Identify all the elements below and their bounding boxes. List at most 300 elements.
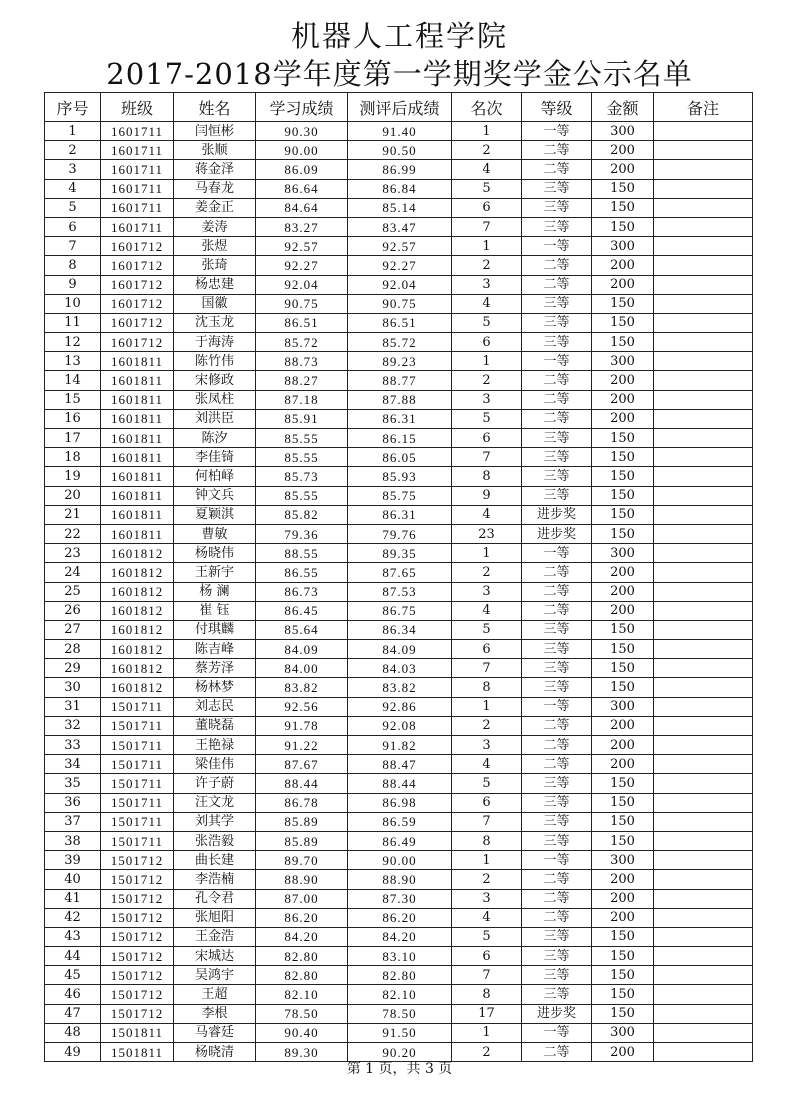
study-score-cell: 92.57: [256, 237, 348, 256]
study-score-cell: 83.27: [256, 217, 348, 236]
eval-score-cell: 86.31: [348, 505, 452, 524]
rank-cell: 17: [452, 1004, 522, 1023]
name-cell: 刘志民: [174, 697, 256, 716]
rank-cell: 3: [452, 736, 522, 755]
remark-cell: [654, 620, 753, 639]
class-cell: 1501811: [101, 1023, 174, 1042]
row-index: 38: [45, 831, 101, 850]
name-cell: 张凤柱: [174, 390, 256, 409]
rank-cell: 1: [452, 851, 522, 870]
study-score-cell: 86.45: [256, 601, 348, 620]
table-row: [45, 275, 753, 294]
name-cell: 夏颖淇: [174, 505, 256, 524]
level-cell: 三等: [522, 927, 592, 946]
study-score-cell: 87.18: [256, 390, 348, 409]
row-index: 28: [45, 640, 101, 659]
table-row: [45, 294, 753, 313]
table-row: [45, 256, 753, 275]
eval-score-cell: 86.84: [348, 179, 452, 198]
remark-cell: [654, 755, 753, 774]
amount-cell: 150: [592, 217, 654, 236]
level-cell: 二等: [522, 755, 592, 774]
row-index: 31: [45, 697, 101, 716]
eval-score-cell: 92.04: [348, 275, 452, 294]
study-score-cell: 91.22: [256, 736, 348, 755]
name-cell: 姜金正: [174, 198, 256, 217]
rank-cell: 8: [452, 831, 522, 850]
study-score-cell: 88.44: [256, 774, 348, 793]
class-cell: 1601712: [101, 256, 174, 275]
row-index: 29: [45, 659, 101, 678]
study-score-cell: 85.55: [256, 486, 348, 505]
table-row: [45, 870, 753, 889]
class-cell: 1501711: [101, 755, 174, 774]
rank-cell: 2: [452, 1043, 522, 1062]
level-cell: 三等: [522, 812, 592, 831]
col-name-header: 姓名: [174, 93, 256, 122]
eval-score-cell: 83.47: [348, 217, 452, 236]
eval-score-cell: 92.27: [348, 256, 452, 275]
name-cell: 杨晓清: [174, 1043, 256, 1062]
eval-score-cell: 87.65: [348, 563, 452, 582]
name-cell: 董晓磊: [174, 716, 256, 735]
row-index: 36: [45, 793, 101, 812]
level-cell: 三等: [522, 333, 592, 352]
study-score-cell: 83.82: [256, 678, 348, 697]
table-row: [45, 371, 753, 390]
class-cell: 1601812: [101, 678, 174, 697]
rank-cell: 3: [452, 275, 522, 294]
table-row: [45, 774, 753, 793]
study-score-cell: 85.82: [256, 505, 348, 524]
level-cell: 二等: [522, 736, 592, 755]
eval-score-cell: 86.59: [348, 812, 452, 831]
class-cell: 1501712: [101, 966, 174, 985]
name-cell: 杨林梦: [174, 678, 256, 697]
amount-cell: 200: [592, 908, 654, 927]
amount-cell: 150: [592, 793, 654, 812]
row-index: 4: [45, 179, 101, 198]
study-score-cell: 88.55: [256, 544, 348, 563]
class-cell: 1501712: [101, 870, 174, 889]
name-cell: 刘洪臣: [174, 409, 256, 428]
study-score-cell: 86.09: [256, 160, 348, 179]
name-cell: 蔡芳泽: [174, 659, 256, 678]
eval-score-cell: 85.75: [348, 486, 452, 505]
name-cell: 马春龙: [174, 179, 256, 198]
name-cell: 杨晓伟: [174, 544, 256, 563]
study-score-cell: 88.73: [256, 352, 348, 371]
remark-cell: [654, 524, 753, 543]
rank-cell: 4: [452, 601, 522, 620]
table-row: [45, 544, 753, 563]
amount-cell: 150: [592, 947, 654, 966]
table-row: [45, 927, 753, 946]
row-index: 2: [45, 141, 101, 160]
level-cell: 二等: [522, 889, 592, 908]
class-cell: 1601812: [101, 659, 174, 678]
eval-score-cell: 86.15: [348, 429, 452, 448]
amount-cell: 150: [592, 985, 654, 1004]
page-number: 第 1 页，共 3 页: [346, 1061, 453, 1077]
class-cell: 1601812: [101, 601, 174, 620]
row-index: 17: [45, 429, 101, 448]
row-index: 15: [45, 390, 101, 409]
class-cell: 1601811: [101, 352, 174, 371]
study-score-cell: 90.00: [256, 141, 348, 160]
eval-score-cell: 83.10: [348, 947, 452, 966]
name-cell: 宋修政: [174, 371, 256, 390]
eval-score-cell: 86.34: [348, 620, 452, 639]
eval-score-cell: 86.05: [348, 448, 452, 467]
eval-score-cell: 84.03: [348, 659, 452, 678]
remark-cell: [654, 160, 753, 179]
study-score-cell: 89.30: [256, 1043, 348, 1062]
study-score-cell: 88.27: [256, 371, 348, 390]
level-cell: 一等: [522, 851, 592, 870]
study-score-cell: 87.00: [256, 889, 348, 908]
eval-score-cell: 89.35: [348, 544, 452, 563]
amount-cell: 150: [592, 774, 654, 793]
row-index: 40: [45, 870, 101, 889]
remark-cell: [654, 294, 753, 313]
rank-cell: 4: [452, 908, 522, 927]
amount-cell: 150: [592, 333, 654, 352]
eval-score-cell: 83.82: [348, 678, 452, 697]
remark-cell: [654, 486, 753, 505]
rank-cell: 9: [452, 486, 522, 505]
class-cell: 1501811: [101, 1043, 174, 1062]
amount-cell: 200: [592, 141, 654, 160]
eval-score-cell: 87.88: [348, 390, 452, 409]
row-index: 34: [45, 755, 101, 774]
row-index: 12: [45, 333, 101, 352]
row-index: 37: [45, 812, 101, 831]
remark-cell: [654, 870, 753, 889]
amount-cell: 200: [592, 582, 654, 601]
level-cell: 进步奖: [522, 505, 592, 524]
remark-cell: [654, 793, 753, 812]
rank-cell: 7: [452, 448, 522, 467]
table-row: [45, 678, 753, 697]
class-cell: 1601712: [101, 294, 174, 313]
remark-cell: [654, 429, 753, 448]
name-cell: 梁佳伟: [174, 755, 256, 774]
study-score-cell: 86.20: [256, 908, 348, 927]
document-title: 机器人工程学院: [290, 19, 508, 53]
table-row: [45, 122, 753, 141]
name-cell: 蒋金泽: [174, 160, 256, 179]
amount-cell: 150: [592, 294, 654, 313]
amount-cell: 150: [592, 812, 654, 831]
eval-score-cell: 90.00: [348, 851, 452, 870]
amount-cell: 200: [592, 160, 654, 179]
table-body: [45, 122, 753, 1062]
col-class-header: 班级: [101, 93, 174, 122]
level-cell: 三等: [522, 179, 592, 198]
rank-cell: 7: [452, 659, 522, 678]
level-cell: 三等: [522, 313, 592, 332]
rank-cell: 1: [452, 352, 522, 371]
level-cell: 三等: [522, 774, 592, 793]
table-row: [45, 1023, 753, 1042]
level-cell: 二等: [522, 409, 592, 428]
amount-cell: 150: [592, 620, 654, 639]
scholarship-table: [44, 92, 753, 1062]
table-row: [45, 390, 753, 409]
remark-cell: [654, 505, 753, 524]
level-cell: 二等: [522, 563, 592, 582]
class-cell: 1601811: [101, 505, 174, 524]
rank-cell: 6: [452, 640, 522, 659]
amount-cell: 300: [592, 237, 654, 256]
col-remark-header: 备注: [654, 93, 753, 122]
rank-cell: 3: [452, 582, 522, 601]
eval-score-cell: 88.47: [348, 755, 452, 774]
remark-cell: [654, 409, 753, 428]
row-index: 6: [45, 217, 101, 236]
remark-cell: [654, 1004, 753, 1023]
table-row: [45, 716, 753, 735]
amount-cell: 150: [592, 640, 654, 659]
class-cell: 1501712: [101, 927, 174, 946]
level-cell: 三等: [522, 966, 592, 985]
row-index: 22: [45, 524, 101, 543]
name-cell: 闫恒彬: [174, 122, 256, 141]
study-score-cell: 84.20: [256, 927, 348, 946]
eval-score-cell: 88.44: [348, 774, 452, 793]
row-index: 42: [45, 908, 101, 927]
row-index: 47: [45, 1004, 101, 1023]
table-row: [45, 659, 753, 678]
name-cell: 陈竹伟: [174, 352, 256, 371]
amount-cell: 200: [592, 870, 654, 889]
study-score-cell: 85.64: [256, 620, 348, 639]
study-score-cell: 90.75: [256, 294, 348, 313]
table-row: [45, 237, 753, 256]
eval-score-cell: 86.51: [348, 313, 452, 332]
row-index: 27: [45, 620, 101, 639]
rank-cell: 7: [452, 812, 522, 831]
name-cell: 刘其学: [174, 812, 256, 831]
table-row: [45, 831, 753, 850]
study-score-cell: 87.67: [256, 755, 348, 774]
remark-cell: [654, 256, 753, 275]
study-score-cell: 85.89: [256, 831, 348, 850]
level-cell: 二等: [522, 908, 592, 927]
class-cell: 1501712: [101, 908, 174, 927]
name-cell: 王超: [174, 985, 256, 1004]
eval-score-cell: 91.82: [348, 736, 452, 755]
rank-cell: 2: [452, 870, 522, 889]
class-cell: 1601712: [101, 275, 174, 294]
eval-score-cell: 88.90: [348, 870, 452, 889]
remark-cell: [654, 812, 753, 831]
name-cell: 李佳锜: [174, 448, 256, 467]
row-index: 30: [45, 678, 101, 697]
class-cell: 1601812: [101, 582, 174, 601]
row-index: 20: [45, 486, 101, 505]
class-cell: 1601811: [101, 390, 174, 409]
rank-cell: 2: [452, 563, 522, 582]
amount-cell: 200: [592, 275, 654, 294]
class-cell: 1501712: [101, 985, 174, 1004]
table-row: [45, 467, 753, 486]
level-cell: 一等: [522, 697, 592, 716]
study-score-cell: 84.09: [256, 640, 348, 659]
amount-cell: 150: [592, 179, 654, 198]
row-index: 21: [45, 505, 101, 524]
amount-cell: 150: [592, 313, 654, 332]
amount-cell: 200: [592, 390, 654, 409]
remark-cell: [654, 831, 753, 850]
class-cell: 1501711: [101, 716, 174, 735]
study-score-cell: 82.80: [256, 947, 348, 966]
class-cell: 1501712: [101, 1004, 174, 1023]
rank-cell: 6: [452, 429, 522, 448]
table-row: [45, 141, 753, 160]
level-cell: 三等: [522, 947, 592, 966]
rank-cell: 8: [452, 467, 522, 486]
level-cell: 三等: [522, 448, 592, 467]
name-cell: 杨 澜: [174, 582, 256, 601]
rank-cell: 6: [452, 793, 522, 812]
eval-score-cell: 85.93: [348, 467, 452, 486]
rank-cell: 5: [452, 179, 522, 198]
study-score-cell: 85.91: [256, 409, 348, 428]
remark-cell: [654, 237, 753, 256]
table-row: [45, 640, 753, 659]
name-cell: 马睿廷: [174, 1023, 256, 1042]
name-cell: 张煜: [174, 237, 256, 256]
remark-cell: [654, 774, 753, 793]
amount-cell: 200: [592, 371, 654, 390]
amount-cell: 150: [592, 831, 654, 850]
table-row: [45, 908, 753, 927]
study-score-cell: 85.89: [256, 812, 348, 831]
remark-cell: [654, 640, 753, 659]
name-cell: 汪文龙: [174, 793, 256, 812]
eval-score-cell: 86.31: [348, 409, 452, 428]
amount-cell: 300: [592, 122, 654, 141]
name-cell: 张浩毅: [174, 831, 256, 850]
level-cell: 二等: [522, 601, 592, 620]
class-cell: 1601711: [101, 160, 174, 179]
name-cell: 付琪麟: [174, 620, 256, 639]
remark-cell: [654, 985, 753, 1004]
study-score-cell: 86.55: [256, 563, 348, 582]
remark-cell: [654, 1023, 753, 1042]
row-index: 48: [45, 1023, 101, 1042]
class-cell: 1601812: [101, 620, 174, 639]
study-score-cell: 92.04: [256, 275, 348, 294]
name-cell: 钟文兵: [174, 486, 256, 505]
row-index: 16: [45, 409, 101, 428]
class-cell: 1501712: [101, 947, 174, 966]
level-cell: 进步奖: [522, 1004, 592, 1023]
eval-score-cell: 87.30: [348, 889, 452, 908]
name-cell: 于海涛: [174, 333, 256, 352]
class-cell: 1601711: [101, 141, 174, 160]
level-cell: 二等: [522, 275, 592, 294]
amount-cell: 150: [592, 659, 654, 678]
remark-cell: [654, 927, 753, 946]
level-cell: 三等: [522, 467, 592, 486]
eval-score-cell: 90.50: [348, 141, 452, 160]
rank-cell: 23: [452, 524, 522, 543]
class-cell: 1601711: [101, 179, 174, 198]
eval-score-cell: 86.99: [348, 160, 452, 179]
eval-score-cell: 84.20: [348, 927, 452, 946]
eval-score-cell: 92.86: [348, 697, 452, 716]
remark-cell: [654, 333, 753, 352]
rank-cell: 1: [452, 1023, 522, 1042]
rank-cell: 3: [452, 889, 522, 908]
amount-cell: 150: [592, 467, 654, 486]
study-score-cell: 82.10: [256, 985, 348, 1004]
class-cell: 1501711: [101, 812, 174, 831]
study-score-cell: 92.56: [256, 697, 348, 716]
name-cell: 王金浩: [174, 927, 256, 946]
table-row: [45, 582, 753, 601]
level-cell: 进步奖: [522, 524, 592, 543]
table-row: [45, 409, 753, 428]
row-index: 5: [45, 198, 101, 217]
level-cell: 三等: [522, 640, 592, 659]
remark-cell: [654, 390, 753, 409]
name-cell: 宋城达: [174, 947, 256, 966]
name-cell: 崔 钰: [174, 601, 256, 620]
remark-cell: [654, 275, 753, 294]
rank-cell: 5: [452, 620, 522, 639]
study-score-cell: 86.73: [256, 582, 348, 601]
col-index-header: 序号: [45, 93, 101, 122]
eval-score-cell: 79.76: [348, 524, 452, 543]
eval-score-cell: 85.72: [348, 333, 452, 352]
eval-score-cell: 90.20: [348, 1043, 452, 1062]
row-index: 32: [45, 716, 101, 735]
name-cell: 陈吉峰: [174, 640, 256, 659]
study-score-cell: 78.50: [256, 1004, 348, 1023]
rank-cell: 2: [452, 256, 522, 275]
level-cell: 三等: [522, 294, 592, 313]
eval-score-cell: 86.49: [348, 831, 452, 850]
eval-score-cell: 86.75: [348, 601, 452, 620]
amount-cell: 150: [592, 1004, 654, 1023]
rank-cell: 2: [452, 141, 522, 160]
table-row: [45, 1004, 753, 1023]
amount-cell: 200: [592, 889, 654, 908]
level-cell: 一等: [522, 122, 592, 141]
rank-cell: 1: [452, 122, 522, 141]
name-cell: 孔令君: [174, 889, 256, 908]
table-row: [45, 947, 753, 966]
amount-cell: 300: [592, 1023, 654, 1042]
remark-cell: [654, 947, 753, 966]
class-cell: 1601711: [101, 217, 174, 236]
row-index: 8: [45, 256, 101, 275]
table-row: [45, 486, 753, 505]
study-score-cell: 85.55: [256, 429, 348, 448]
table-row: [45, 985, 753, 1004]
amount-cell: 200: [592, 409, 654, 428]
rank-cell: 4: [452, 505, 522, 524]
rank-cell: 8: [452, 678, 522, 697]
amount-cell: 200: [592, 755, 654, 774]
study-score-cell: 86.51: [256, 313, 348, 332]
study-score-cell: 82.80: [256, 966, 348, 985]
study-score-cell: 85.73: [256, 467, 348, 486]
